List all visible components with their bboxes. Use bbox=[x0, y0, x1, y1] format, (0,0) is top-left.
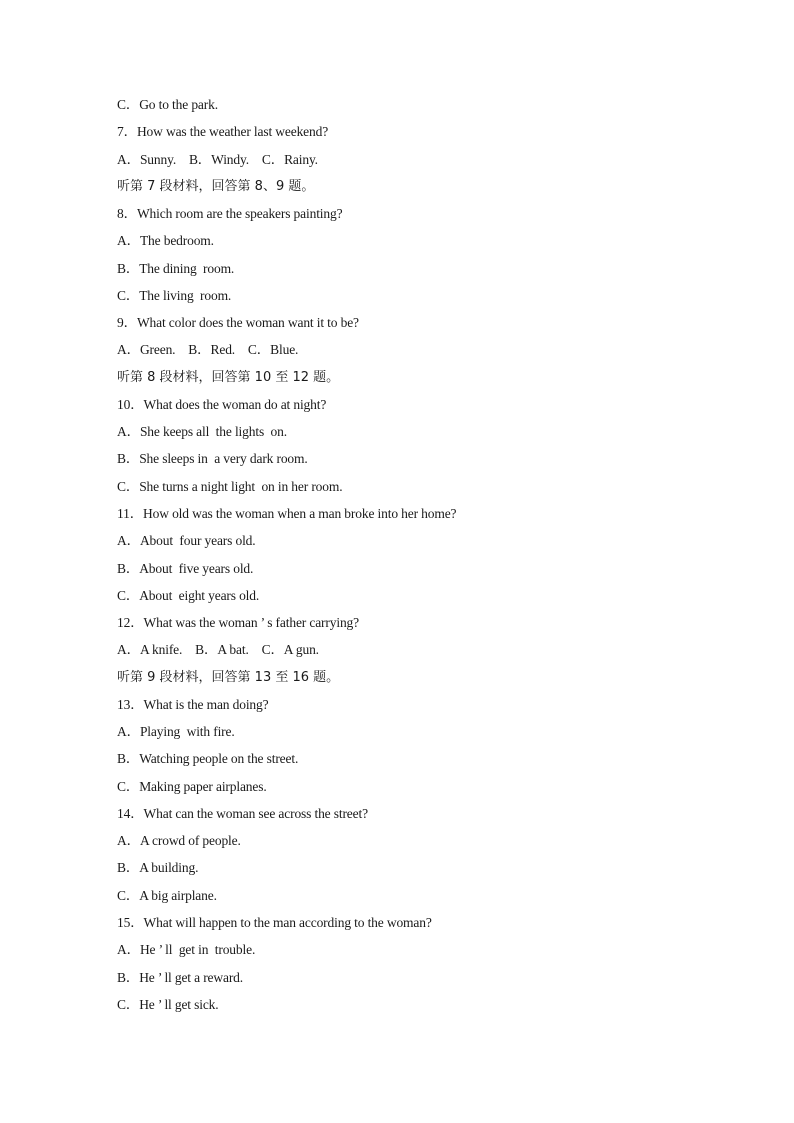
question-line: 8．Which room are the speakers painting? bbox=[117, 206, 343, 222]
question-line: 12．What was the woman ’ s father carrying? bbox=[117, 615, 359, 631]
option-line: B．About five years old. bbox=[117, 560, 254, 576]
question-line: 15．What will happen to the man according to the woman? bbox=[117, 914, 432, 930]
option-line: B．He ’ ll get a reward. bbox=[117, 969, 243, 985]
instruction-line: 听第 7 段材料，回答第 8、9 题。 bbox=[117, 178, 315, 194]
listening-section bbox=[117, 94, 717, 1021]
question-line: 7．How was the weather last weekend? bbox=[117, 124, 329, 140]
option-line: A．About four years old. bbox=[117, 533, 256, 549]
question-line: 10．What does the woman do at night? bbox=[117, 396, 327, 412]
option-line: C．She turns a night light on in her room. bbox=[117, 478, 343, 494]
option-line: C．Making paper airplanes. bbox=[117, 778, 267, 794]
option-line: A．He ’ ll get in trouble. bbox=[117, 942, 256, 958]
instruction-line: 听第 8 段材料，回答第 10 至 12 题。 bbox=[117, 369, 340, 385]
question-line: 11．How old was the woman when a man broke into her home? bbox=[117, 505, 457, 521]
option-line: A．A knife. B．A bat. C．A gun. bbox=[117, 642, 319, 658]
option-line: C．About eight years old. bbox=[117, 587, 260, 603]
option-line: A．She keeps all the lights on. bbox=[117, 424, 287, 440]
option-line: A．The bedroom. bbox=[117, 233, 214, 249]
option-line: C．Go to the park. bbox=[117, 97, 218, 112]
instruction-line: 听第 9 段材料，回答第 13 至 16 题。 bbox=[117, 669, 340, 685]
option-line: C．The living room. bbox=[117, 287, 232, 303]
option-line: B．Watching people on the street. bbox=[117, 751, 299, 767]
option-line: A．Playing with fire. bbox=[117, 724, 235, 740]
option-line: C．He ’ ll get sick. bbox=[117, 996, 219, 1012]
option-line: B．The dining room. bbox=[117, 260, 235, 276]
option-line: C．A big airplane. bbox=[117, 887, 217, 903]
option-line: A．Green. B．Red. C．Blue. bbox=[117, 342, 299, 358]
option-line: A．Sunny. B．Windy. C．Rainy. bbox=[117, 151, 318, 167]
option-line: B．A building. bbox=[117, 860, 199, 876]
option-line: B．She sleeps in a very dark room. bbox=[117, 451, 308, 467]
option-line: A．A crowd of people. bbox=[117, 833, 241, 849]
question-line: 14．What can the woman see across the street? bbox=[117, 805, 368, 821]
question-line: 9．What color does the woman want it to be? bbox=[117, 315, 359, 331]
question-line: 13．What is the man doing? bbox=[117, 696, 269, 712]
